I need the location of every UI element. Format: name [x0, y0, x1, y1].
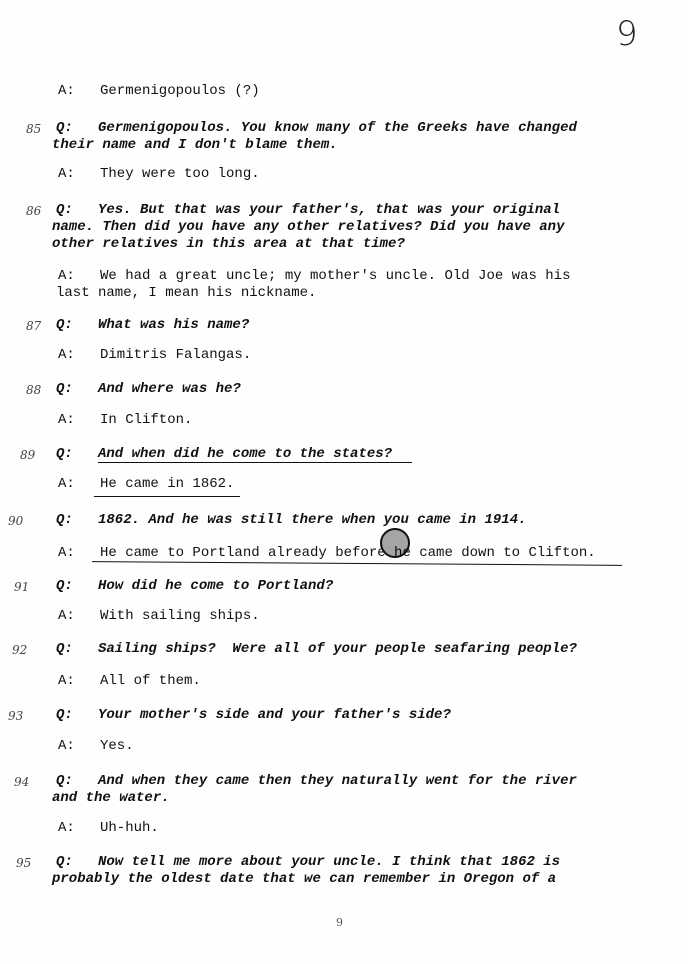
question-speaker-label: Q:: [56, 446, 73, 462]
underline-mark: [98, 462, 412, 463]
question-text-line: probably the oldest date that we can remember in Oregon of a: [52, 871, 557, 887]
question-text-line: Germenigopoulos. You know many of the Greeks have changed: [98, 120, 577, 136]
underline-mark: [94, 496, 240, 497]
question-speaker-label: Q:: [56, 381, 73, 397]
margin-question-number: 89: [20, 448, 36, 462]
answer-text-line: Dimitris Falangas.: [100, 347, 252, 363]
answer-speaker-label: A:: [58, 820, 75, 836]
answer-speaker-label: A:: [58, 268, 75, 284]
answer-speaker-label: A:: [58, 476, 75, 492]
question-text-line: Your mother's side and your father's side?: [98, 707, 451, 723]
underline-mark: [92, 561, 622, 566]
question-speaker-label: Q:: [56, 578, 73, 594]
answer-text-line: Yes.: [100, 738, 134, 754]
question-speaker-label: Q:: [56, 854, 73, 870]
footer-page-number: 9: [336, 916, 343, 929]
answer-speaker-label: A:: [58, 166, 75, 182]
margin-question-number: 93: [8, 709, 24, 723]
question-text-line: other relatives in this area at that time?: [52, 236, 405, 252]
answer-text-line: Germenigopoulos (?): [100, 83, 260, 99]
question-speaker-label: Q:: [56, 202, 73, 218]
ink-blot-mark: [380, 528, 410, 558]
answer-speaker-label: A:: [58, 738, 75, 754]
answer-speaker-label: A:: [58, 673, 75, 689]
answer-speaker-label: A:: [58, 608, 75, 624]
margin-question-number: 95: [16, 856, 32, 870]
question-text-line: How did he come to Portland?: [98, 578, 334, 594]
question-text-line: What was his name?: [98, 317, 250, 333]
margin-question-number: 92: [12, 643, 28, 657]
answer-speaker-label: A:: [58, 347, 75, 363]
answer-text-line: They were too long.: [100, 166, 260, 182]
answer-text-line: We had a great uncle; my mother's uncle. Old Joe was his: [100, 268, 571, 284]
question-speaker-label: Q:: [56, 641, 73, 657]
question-text-line: And when did he come to the states?: [98, 446, 393, 462]
answer-text-line: With sailing ships.: [100, 608, 260, 624]
margin-question-number: 85: [26, 122, 42, 136]
answer-text-line: In Clifton.: [100, 412, 193, 428]
question-text-line: Yes. But that was your father's, that was your original: [98, 202, 561, 218]
question-speaker-label: Q:: [56, 120, 73, 136]
margin-question-number: 94: [14, 775, 30, 789]
question-text-line: And where was he?: [98, 381, 241, 397]
handwritten-page-number: 9: [616, 14, 638, 54]
question-speaker-label: Q:: [56, 773, 73, 789]
question-text-line: Sailing ships? Were all of your people seafaring people?: [98, 641, 577, 657]
answer-speaker-label: A:: [58, 545, 75, 561]
question-text-line: and the water.: [52, 790, 170, 806]
question-speaker-label: Q:: [56, 512, 73, 528]
margin-question-number: 91: [14, 580, 30, 594]
question-text-line: Now tell me more about your uncle. I think that 1862 is: [98, 854, 561, 870]
answer-speaker-label: A:: [58, 83, 75, 99]
margin-question-number: 90: [8, 514, 24, 528]
question-speaker-label: Q:: [56, 317, 73, 333]
answer-text-line: Uh-huh.: [100, 820, 159, 836]
question-text-line: And when they came then they naturally went for the river: [98, 773, 577, 789]
margin-question-number: 86: [26, 204, 42, 218]
margin-question-number: 87: [26, 319, 42, 333]
question-speaker-label: Q:: [56, 707, 73, 723]
question-text-line: their name and I don't blame them.: [52, 137, 338, 153]
answer-text-line: He came in 1862.: [100, 476, 235, 492]
margin-question-number: 88: [26, 383, 42, 397]
question-text-line: name. Then did you have any other relatives? Did you have any: [52, 219, 565, 235]
answer-text-line: All of them.: [100, 673, 201, 689]
answer-text-line: He came to Portland already before he came down to Clifton.: [100, 545, 596, 561]
answer-speaker-label: A:: [58, 412, 75, 428]
question-text-line: 1862. And he was still there when you came in 1914.: [98, 512, 527, 528]
answer-text-line: last name, I mean his nickname.: [56, 285, 317, 301]
